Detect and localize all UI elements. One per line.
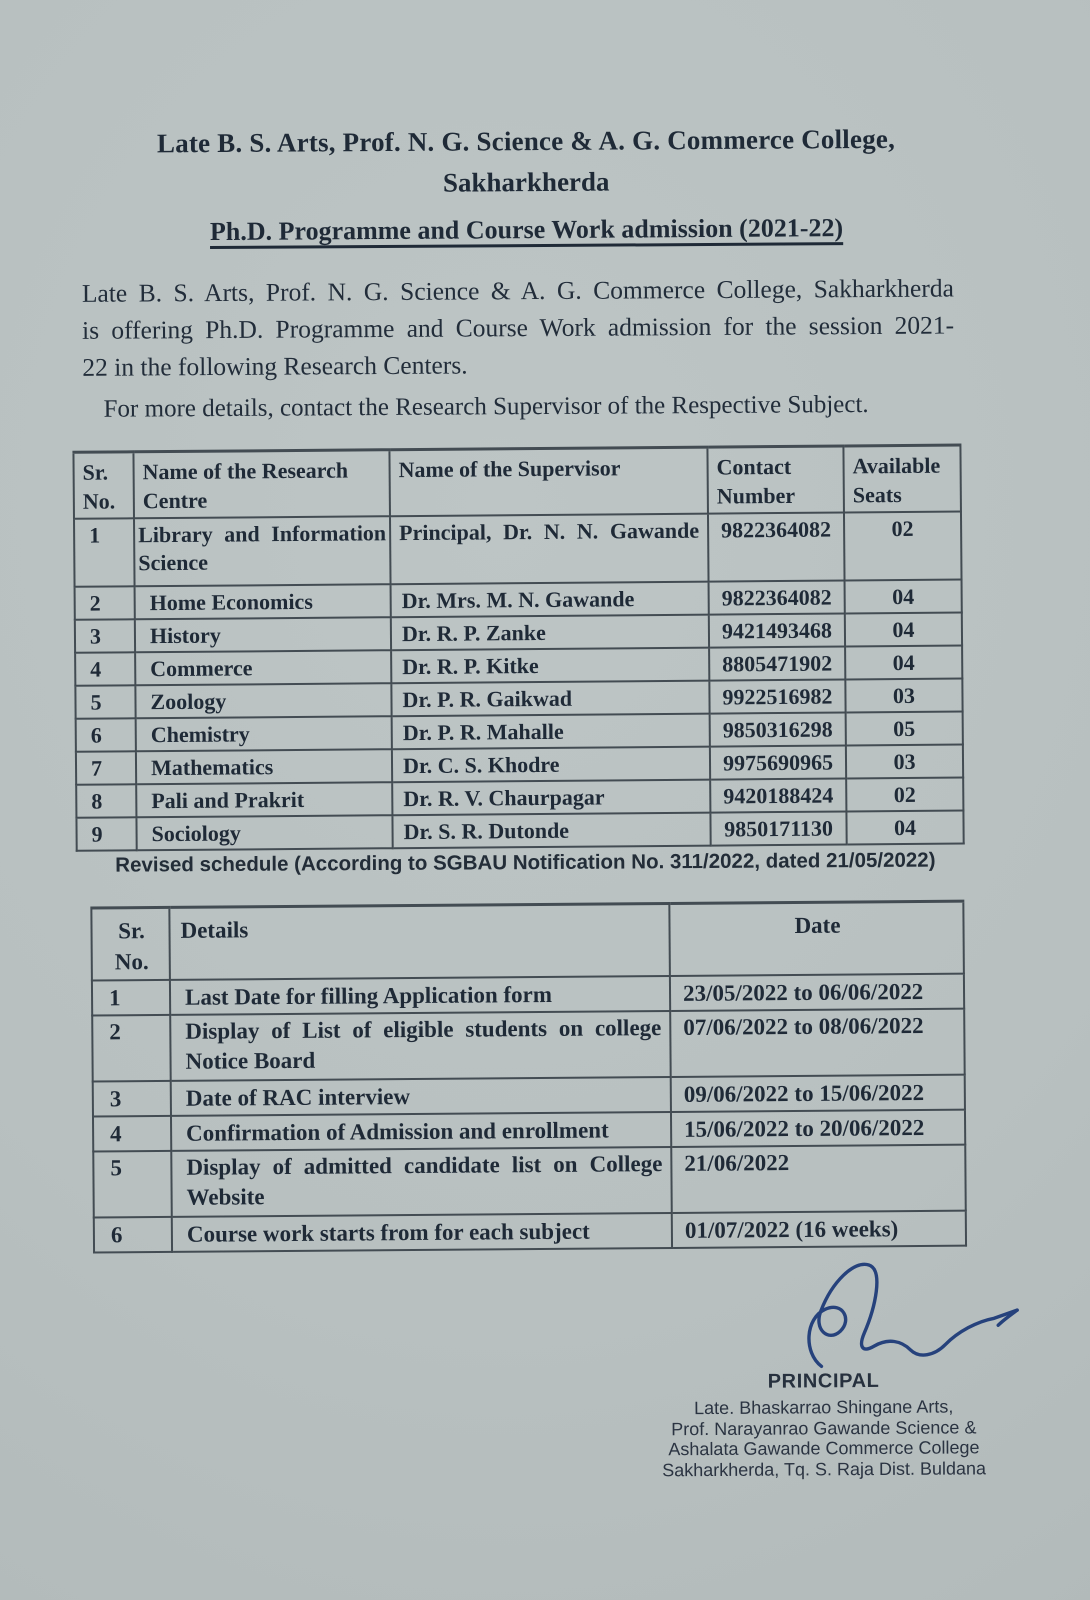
cell-details: Display of List of eligible students on college Notice Board	[170, 1011, 671, 1081]
cell-supervisor: Dr. P. R. Mahalle	[392, 714, 710, 750]
cell-sr: 9	[76, 817, 136, 850]
table-row	[74, 512, 962, 587]
cell-sr: 4	[93, 1116, 171, 1152]
org-line-1: Late. Bhaskarrao Shingane Arts,	[694, 1396, 954, 1419]
cell-contact: 8805471902	[709, 646, 845, 680]
cell-seats: 05	[846, 712, 963, 746]
cell-sr: 7	[76, 751, 136, 784]
cell-sr: 6	[76, 718, 136, 751]
intro-line-2: is offering Ph.D. Programme and Course Work admission for the session 2021-	[82, 310, 955, 345]
col-header-research-centre: Name of the Research Centre	[133, 450, 390, 519]
table-row	[92, 1009, 964, 1082]
cell-date: 01/07/2022 (16 weeks)	[672, 1211, 966, 1248]
cell-centre: Pali and Prakrit	[136, 782, 392, 817]
org-line-3: Ashalata Gawande Commerce College	[668, 1437, 980, 1460]
cell-supervisor: Dr. C. S. Khodre	[392, 747, 710, 783]
research-centres-table	[72, 444, 964, 852]
cell-supervisor: Dr. Mrs. M. N. Gawande	[391, 582, 709, 618]
cell-centre: Home Economics	[135, 584, 391, 619]
college-title-line2: Sakharkherda	[442, 166, 610, 198]
cell-sr: 2	[92, 1015, 171, 1082]
cell-seats: 03	[846, 745, 963, 779]
cell-sr: 8	[76, 784, 136, 817]
col-header-date: Date	[669, 901, 964, 976]
intro-paragraph	[82, 269, 955, 385]
cell-details: Last Date for filling Application form	[170, 976, 670, 1015]
cell-seats: 04	[845, 646, 962, 680]
cell-seats: 03	[845, 679, 962, 713]
cell-contact: 9421493468	[709, 613, 845, 647]
schedule-table	[90, 900, 967, 1254]
cell-date: 23/05/2022 to 06/06/2022	[670, 974, 964, 1011]
cell-date: 21/06/2022	[671, 1145, 966, 1213]
col-header-details: Details	[169, 903, 670, 979]
signature-icon	[791, 1253, 1028, 1372]
table-row	[93, 1145, 965, 1218]
cell-centre: Sociology	[136, 815, 392, 850]
research-table-header-row	[73, 445, 961, 519]
cell-details: Course work starts from for each subject	[172, 1213, 672, 1252]
cell-sr: 5	[93, 1151, 172, 1218]
cell-supervisor: Dr. R. P. Zanke	[391, 615, 709, 651]
cell-supervisor: Dr. R. V. Chaurpagar	[392, 780, 710, 816]
cell-date: 15/06/2022 to 20/06/2022	[671, 1110, 965, 1147]
cell-seats: 02	[844, 512, 962, 581]
schedule-header-row	[91, 901, 964, 980]
cell-contact: 9922516982	[709, 679, 845, 713]
notice-heading-text: Ph.D. Programme and Course Work admission (2021-22)	[209, 213, 844, 247]
cell-seats: 02	[846, 778, 963, 812]
revised-schedule-caption: Revised schedule (According to SGBAU Notification No. 311/2022, dated 21/05/2022)	[115, 848, 936, 877]
org-line-2: Prof. Narayanrao Gawande Science &	[671, 1416, 977, 1439]
cell-centre: History	[135, 617, 391, 652]
cell-seats: 04	[845, 613, 962, 647]
cell-sr: 3	[93, 1081, 171, 1117]
cell-supervisor: Dr. S. R. Dutonde	[392, 813, 710, 849]
table-row	[94, 1211, 966, 1253]
cell-sr: 6	[94, 1217, 172, 1253]
cell-supervisor: Principal, Dr. N. N. Gawande	[390, 514, 709, 585]
cell-supervisor: Dr. R. P. Kitke	[391, 648, 709, 684]
principal-label: PRINCIPAL	[767, 1369, 880, 1393]
cell-contact: 9850316298	[710, 712, 846, 746]
cell-date: 09/06/2022 to 15/06/2022	[671, 1075, 965, 1112]
intro-line-1: Late B. S. Arts, Prof. N. G. Science & A. G. Commerce College, Sakharkherda	[81, 273, 954, 308]
cell-contact: 9420188424	[710, 778, 846, 812]
cell-supervisor: Dr. P. R. Gaikwad	[391, 681, 709, 717]
cell-date: 07/06/2022 to 08/06/2022	[670, 1009, 965, 1077]
table-row	[76, 811, 963, 851]
cell-centre: Commerce	[135, 650, 391, 685]
cell-sr: 5	[75, 685, 135, 718]
cell-contact: 9975690965	[710, 745, 846, 779]
notice-heading	[26, 212, 1026, 248]
cell-contact: 9822364082	[708, 512, 845, 581]
document-header	[26, 123, 1026, 201]
col-header-contact: Contact Number	[707, 446, 844, 514]
col-header-supervisor: Name of the Supervisor	[389, 447, 708, 516]
cell-sr: 4	[75, 652, 135, 685]
col-header-sr-no: Sr. No.	[73, 452, 134, 519]
intro-line-3: 22 in the following Research Centers.	[82, 350, 468, 382]
cell-contact: 9850171130	[710, 811, 846, 845]
cell-contact: 9822364082	[709, 580, 845, 614]
cell-sr: 2	[75, 586, 135, 619]
cell-centre: Chemistry	[136, 716, 392, 751]
cell-details: Date of RAC interview	[171, 1077, 671, 1116]
cell-sr: 3	[75, 619, 135, 652]
contact-note: For more details, contact the Research Supervisor of the Respective Subject.	[103, 391, 869, 423]
col-header-seats: Available Seats	[843, 445, 961, 512]
cell-details: Confirmation of Admission and enrollment	[171, 1112, 671, 1151]
cell-sr: 1	[92, 980, 170, 1016]
cell-centre: Library and Information Science	[134, 516, 391, 586]
col-header-sr-no: Sr. No.	[91, 907, 170, 980]
cell-centre: Zoology	[135, 683, 391, 718]
signoff-block	[633, 1369, 1014, 1480]
college-title-line1: Late B. S. Arts, Prof. N. G. Science & A. G. Commerce College,	[156, 123, 896, 159]
cell-centre: Mathematics	[136, 749, 392, 784]
org-line-4: Sakharkherda, Tq. S. Raja Dist. Buldana	[662, 1457, 987, 1480]
cell-sr: 1	[74, 518, 135, 586]
cell-seats: 04	[845, 580, 962, 614]
cell-seats: 04	[846, 811, 963, 845]
cell-details: Display of admitted candidate list on College Website	[171, 1147, 672, 1217]
